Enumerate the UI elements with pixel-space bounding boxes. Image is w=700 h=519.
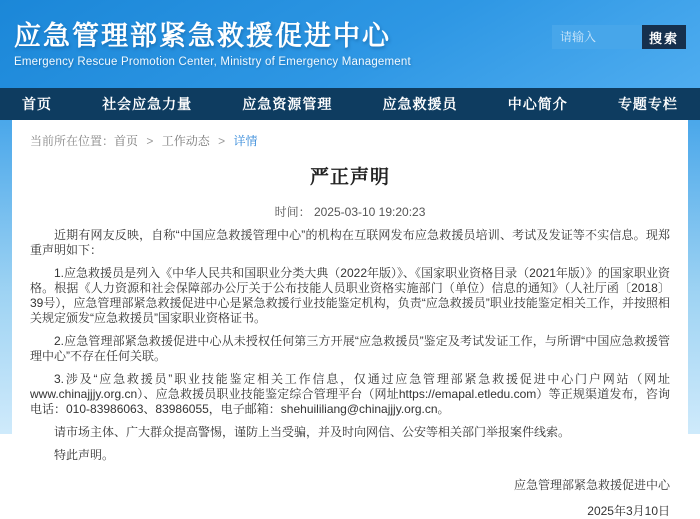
article-paragraph: 近期有网友反映，自称“中国应急救援管理中心”的机构在互联网发布应急救援员培训、考试及发证等不实信息。现郑重声明如下：	[30, 228, 670, 257]
article-paragraph: 2.应急管理部紧急救援促进中心从未授权任何第三方开展“应急救援员”鉴定及考试发证工作，与所谓“中国应急救援管理中心”不存在任何关联。	[30, 334, 670, 363]
content-panel	[12, 120, 688, 518]
article-time-label: 时间：	[274, 205, 311, 219]
breadcrumb-prefix: 当前所在位置：	[30, 134, 115, 148]
article-paragraph: 1.应急救援员是列入《中华人民共和国职业分类大典（2022年版）》、《国家职业资格目录（2021年版）》的国家职业资格。根据《人力资源和社会保障部办公厅关于公布技能人员职业资格实施部门（单位）信息的通知》（人社厅函〔2018〕39号），应急管理部紧急救援促进中心是紧急救援行业技能鉴定机构，负责“应急救援员”职业技能鉴定相关工作，并按照相关规定颁发“应急救援员”国家职业资格证书。	[30, 266, 670, 325]
nav-item-home[interactable]: 首页	[22, 96, 52, 112]
site-identity	[14, 20, 411, 67]
breadcrumb-link-home[interactable]: 首页	[114, 134, 139, 148]
site-title: 应急管理部紧急救援促进中心	[14, 21, 391, 52]
article-date: 2025年3月10日	[587, 504, 670, 518]
main-nav	[0, 88, 700, 120]
nav-item-center-profile[interactable]: 中心简介	[507, 96, 568, 112]
site-subtitle: Emergency Rescue Promotion Center, Ministry of Emergency Management	[14, 55, 411, 68]
article-title: 严正声明	[309, 167, 390, 188]
site-header	[0, 0, 700, 88]
nav-item-social-emergency-forces[interactable]: 社会应急力量	[102, 96, 193, 112]
nav-item-emergency-resource-management[interactable]: 应急资源管理	[242, 96, 333, 112]
breadcrumb-link-work-news[interactable]: 工作动态	[161, 134, 210, 148]
search-button[interactable]: 搜索	[642, 25, 686, 49]
search-input[interactable]	[552, 25, 642, 49]
article-paragraph: 3.涉及“应急救援员”职业技能鉴定相关工作信息，仅通过应急管理部紧急救援促进中心门户网站（网址www.chinajjjy.org.cn）、应急救援员职业技能鉴定综合管理平台（网址https://emapal.etledu.com）等正规渠道发布，咨询电话：010-83986063、83986055，电子邮箱：shehuililiang@chinajjjy.org.cn。	[30, 372, 670, 416]
article-signature: 应急管理部紧急救援促进中心	[513, 478, 670, 492]
nav-item-emergency-rescuer[interactable]: 应急救援员	[382, 96, 458, 112]
breadcrumb-separator: >	[218, 134, 226, 148]
nav-item-special-columns[interactable]: 专题专栏	[617, 96, 678, 112]
article-body	[30, 228, 670, 463]
breadcrumb	[30, 132, 670, 149]
article-time-value: 2025-03-10 19:20:23	[313, 205, 426, 219]
content-background	[0, 120, 700, 518]
article-paragraph: 请市场主体、广大群众提高警惕，谨防上当受骗，并及时向网信、公安等相关部门举报案件线索。	[54, 425, 571, 439]
breadcrumb-current-detail: 详情	[233, 134, 258, 148]
search-bar	[552, 25, 686, 49]
article-time	[30, 203, 670, 220]
article-paragraph: 特此声明。	[54, 448, 115, 462]
breadcrumb-separator: >	[146, 134, 154, 148]
